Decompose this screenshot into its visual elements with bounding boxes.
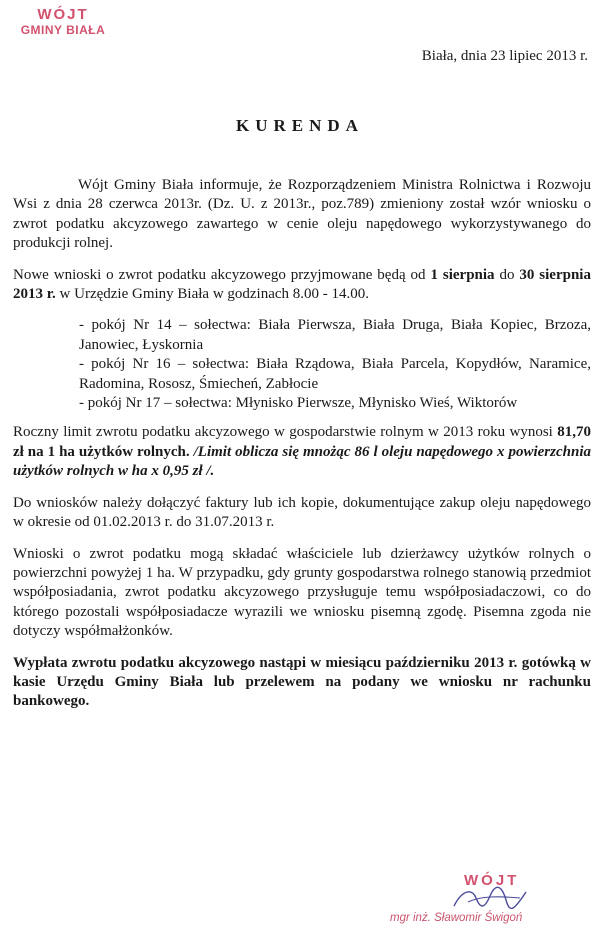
document-body [13, 176, 591, 724]
date-start: 1 sierpnia [430, 266, 495, 283]
paragraph-intro: Wójt Gminy Biała informuje, że Rozporządzeniem Ministra Rolnictwa i Rozwoju Wsi z dnia 28 czerwca 2013r. (Dz. U. z 2013r., poz.789) zmieniony został wzór wniosku o zwrot podatku akcyzowego zawartego w cenie oleju napędowego wykorzystywanego do produkcji rolnej. [13, 177, 591, 252]
signature-scribble-icon [450, 884, 530, 914]
signatory-name: mgr inż. Sławomir Świgoń [390, 912, 523, 924]
paragraph-limit [13, 423, 591, 481]
paragraph-payment: Wypłata zwrotu podatku akcyzowego nastąpi w miesiącu październiku 2013 r. gotówką w kasie Urzędu Gminy Biała lub przelewem na podany we wniosku nr rachunku bankowego. [13, 654, 591, 710]
limit-text-a: Roczny limit zwrotu podatku akcyzowego w gospodarstwie rolnym w 2013 roku wynosi [13, 424, 558, 441]
date-end: 30 sierpnia 2013 r. [13, 266, 591, 303]
rooms-list [79, 316, 591, 413]
document-date: Biała, dnia 23 lipiec 2013 r. [421, 48, 588, 64]
dates-text-e: w Urzędzie Gminy Biała w godzinach 8.00 - 14.00. [55, 286, 370, 303]
signature-block [380, 872, 595, 932]
dates-text-c: do [494, 266, 520, 283]
paragraph-invoices: Do wniosków należy dołączyć faktury lub ich kopie, dokumentujące zakup oleju napędowego w okresie od 01.02.2013 r. do 31.07.2013 r. [13, 494, 591, 531]
room-item-16: - pokój Nr 16 – sołectwa: Biała Rządowa, Biała Parcela, Kopydłów, Naramice, Radomina, Rososz, Śmiecheń, Zabłocie [79, 356, 591, 392]
limit-amount: 81,70 zł na 1 ha użytków rolnych. [13, 424, 591, 460]
wojt-stamp-top [8, 6, 118, 38]
signature-stamp: WÓJT [464, 872, 520, 889]
document-title: KURENDA [236, 116, 364, 135]
stamp-line-gmina: GMINY BIAŁA [20, 23, 106, 37]
stamp-line-wojt: WÓJT [37, 6, 89, 23]
dates-text-a: Nowe wnioski o zwrot podatku akcyzowego przyjmowane będą od [13, 266, 431, 283]
limit-formula: /Limit oblicza się mnożąc 86 l oleju napędowego x powierzchnia użytków rolnych w ha x 0,95 zł /. [13, 443, 591, 480]
room-item-17: - pokój Nr 17 – sołectwa: Młynisko Pierwsze, Młynisko Wieś, Wiktorów [79, 395, 518, 412]
room-item-14: - pokój Nr 14 – sołectwa: Biała Pierwsza, Biała Druga, Biała Kopiec, Brzoza, Janowiec, Łyskornia [79, 317, 591, 353]
paragraph-eligibility: Wnioski o zwrot podatku mogą składać właściciele lub dzierżawcy użytków rolnych o powierzchni powyżej 1 ha. W przypadku, gdy grunty gospodarstwa rolnego stanowią przedmiot współposiadania, zwrot podatku akcyzowego przysługuje temu współposiadaczowi, co do którego pozostali współposiadacze wyrazili we wniosku pisemną zgodę. Pisemna zgoda nie dotyczy współmałżonków. [13, 545, 591, 640]
paragraph-dates [13, 266, 591, 305]
